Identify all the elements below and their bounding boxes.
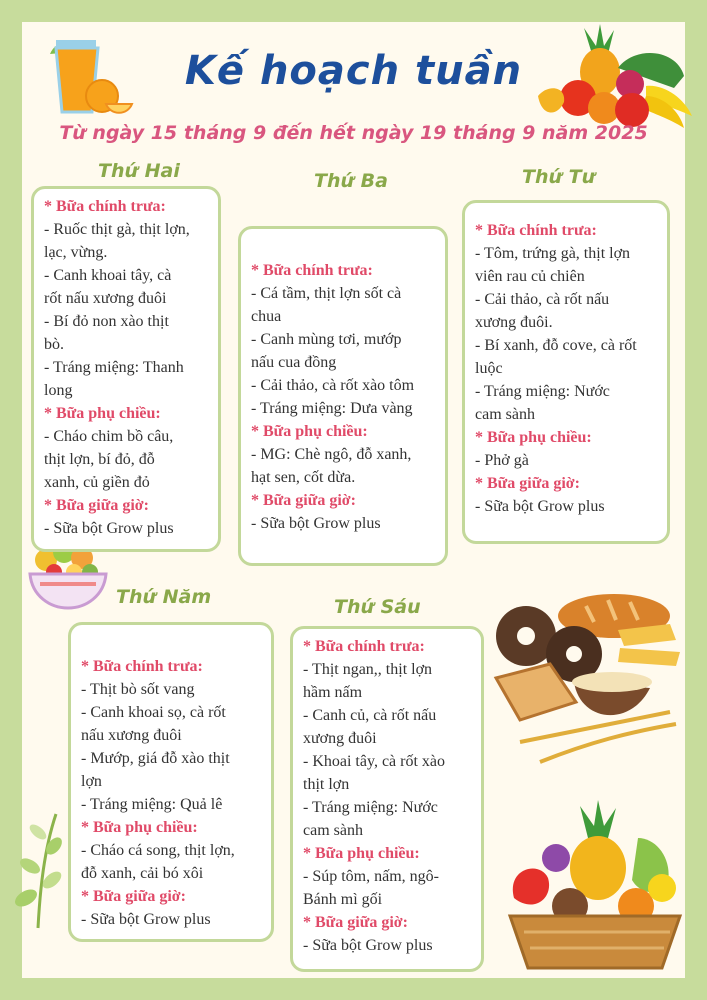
day-label-tuesday: Thứ Ba bbox=[314, 170, 388, 192]
menu-line: - Ruốc thịt gà, thịt lợn, bbox=[44, 221, 190, 238]
meal-heading: * Bữa giữa giờ: bbox=[81, 888, 186, 905]
menu-card-thursday bbox=[68, 622, 274, 942]
meal-heading: * Bữa phụ chiều: bbox=[81, 819, 198, 836]
menu-line: - Sữa bột Grow plus bbox=[44, 520, 174, 537]
menu-line: - Sữa bột Grow plus bbox=[475, 498, 605, 515]
menu-line: - Sữa bột Grow plus bbox=[251, 515, 381, 532]
menu-line: - Canh khoai sọ, cà rốt bbox=[81, 704, 226, 721]
menu-line: - Súp tôm, nấm, ngô- bbox=[303, 868, 439, 885]
meal-heading: * Bữa giữa giờ: bbox=[251, 492, 356, 509]
menu-line: - Tráng miệng: Dưa vàng bbox=[251, 400, 413, 417]
menu-line: - Phở gà bbox=[475, 452, 529, 469]
day-label-thursday: Thứ Năm bbox=[116, 586, 212, 608]
meal-heading: * Bữa phụ chiều: bbox=[251, 423, 368, 440]
menu-line: viên rau củ chiên bbox=[475, 268, 585, 285]
menu-line: - Sữa bột Grow plus bbox=[81, 911, 211, 928]
day-label-wednesday: Thứ Tư bbox=[522, 166, 596, 188]
menu-line: chua bbox=[251, 308, 282, 325]
menu-line: hầm nấm bbox=[303, 684, 363, 701]
meal-heading: * Bữa phụ chiều: bbox=[44, 405, 161, 422]
menu-line: cam sành bbox=[303, 822, 363, 839]
meal-heading: * Bữa chính trưa: bbox=[81, 658, 203, 675]
menu-line: xanh, củ giền đỏ bbox=[44, 474, 150, 491]
menu-line: - Bí đỏ non xào thịt bbox=[44, 313, 169, 330]
menu-line: xương đuôi bbox=[303, 730, 377, 747]
menu-card-tuesday bbox=[238, 226, 448, 566]
menu-line: - Thịt ngan,, thịt lợn bbox=[303, 661, 433, 678]
menu-line: hạt sen, cốt dừa. bbox=[251, 469, 356, 486]
menu-line: - Canh mùng tơi, mướp bbox=[251, 331, 402, 348]
menu-line: rốt nấu xương đuôi bbox=[44, 290, 167, 307]
menu-line: thịt lợn bbox=[303, 776, 350, 793]
menu-line: - Bí xanh, đỗ cove, cà rốt bbox=[475, 337, 637, 354]
menu-line: - Mướp, giá đỗ xào thịt bbox=[81, 750, 230, 767]
menu-line: - Cháo cá song, thịt lợn, bbox=[81, 842, 235, 859]
menu-card-friday bbox=[290, 626, 484, 972]
menu-line: đỗ xanh, cải bó xôi bbox=[81, 865, 204, 882]
meal-heading: * Bữa chính trưa: bbox=[303, 638, 425, 655]
day-label-friday: Thứ Sáu bbox=[334, 596, 421, 618]
menu-line: xương đuôi. bbox=[475, 314, 553, 331]
menu-line: - Tráng miệng: Quả lê bbox=[81, 796, 223, 813]
leaf-sprig-icon bbox=[8, 810, 68, 930]
menu-line: - Cháo chim bồ câu, bbox=[44, 428, 174, 445]
menu-line: - Tráng miệng: Thanh bbox=[44, 359, 184, 376]
meal-heading: * Bữa phụ chiều: bbox=[475, 429, 592, 446]
meal-heading: * Bữa chính trưa: bbox=[475, 222, 597, 239]
meal-heading: * Bữa giữa giờ: bbox=[475, 475, 580, 492]
menu-line: long bbox=[44, 382, 73, 399]
bread-and-donuts-icon bbox=[490, 592, 686, 770]
menu-line: - Thịt bò sốt vang bbox=[81, 681, 195, 698]
menu-line: lợn bbox=[81, 773, 102, 790]
page-title: Kế hoạch tuần bbox=[184, 48, 523, 94]
meal-heading: * Bữa chính trưa: bbox=[44, 198, 166, 215]
day-label-monday: Thứ Hai bbox=[98, 160, 180, 182]
menu-line: - Sữa bột Grow plus bbox=[303, 937, 433, 954]
date-range-subtitle: Từ ngày 15 tháng 9 đến hết ngày 19 tháng 9 năm 2025 bbox=[59, 122, 648, 144]
fruit-basket-icon bbox=[500, 798, 690, 974]
menu-line: - Canh khoai tây, cà bbox=[44, 267, 172, 284]
menu-line: - Cải thảo, cà rốt nấu bbox=[475, 291, 610, 308]
menu-card-monday bbox=[31, 186, 221, 552]
menu-line: Bánh mì gối bbox=[303, 891, 383, 908]
menu-line: nấu cua đồng bbox=[251, 354, 337, 371]
meal-heading: * Bữa chính trưa: bbox=[251, 262, 373, 279]
menu-line: - Khoai tây, cà rốt xào bbox=[303, 753, 446, 770]
menu-line: cam sành bbox=[475, 406, 535, 423]
menu-line: lạc, vừng. bbox=[44, 244, 108, 261]
meal-heading: * Bữa giữa giờ: bbox=[303, 914, 408, 931]
menu-line: - Tôm, trứng gà, thịt lợn bbox=[475, 245, 631, 262]
menu-line: luộc bbox=[475, 360, 503, 377]
menu-line: nấu xương đuôi bbox=[81, 727, 182, 744]
menu-line: - Cải thảo, cà rốt xào tôm bbox=[251, 377, 415, 394]
menu-line: thịt lợn, bí đỏ, đỗ bbox=[44, 451, 155, 468]
menu-line: - MG: Chè ngô, đỗ xanh, bbox=[251, 446, 412, 463]
menu-line: bò. bbox=[44, 336, 64, 353]
menu-line: - Tráng miệng: Nước bbox=[303, 799, 438, 816]
meal-heading: * Bữa phụ chiều: bbox=[303, 845, 420, 862]
menu-line: - Tráng miệng: Nước bbox=[475, 383, 610, 400]
menu-card-wednesday bbox=[462, 200, 670, 544]
menu-line: - Cá tầm, thịt lợn sốt cà bbox=[251, 285, 402, 302]
menu-line: - Canh củ, cà rốt nấu bbox=[303, 707, 437, 724]
meal-heading: * Bữa giữa giờ: bbox=[44, 497, 149, 514]
